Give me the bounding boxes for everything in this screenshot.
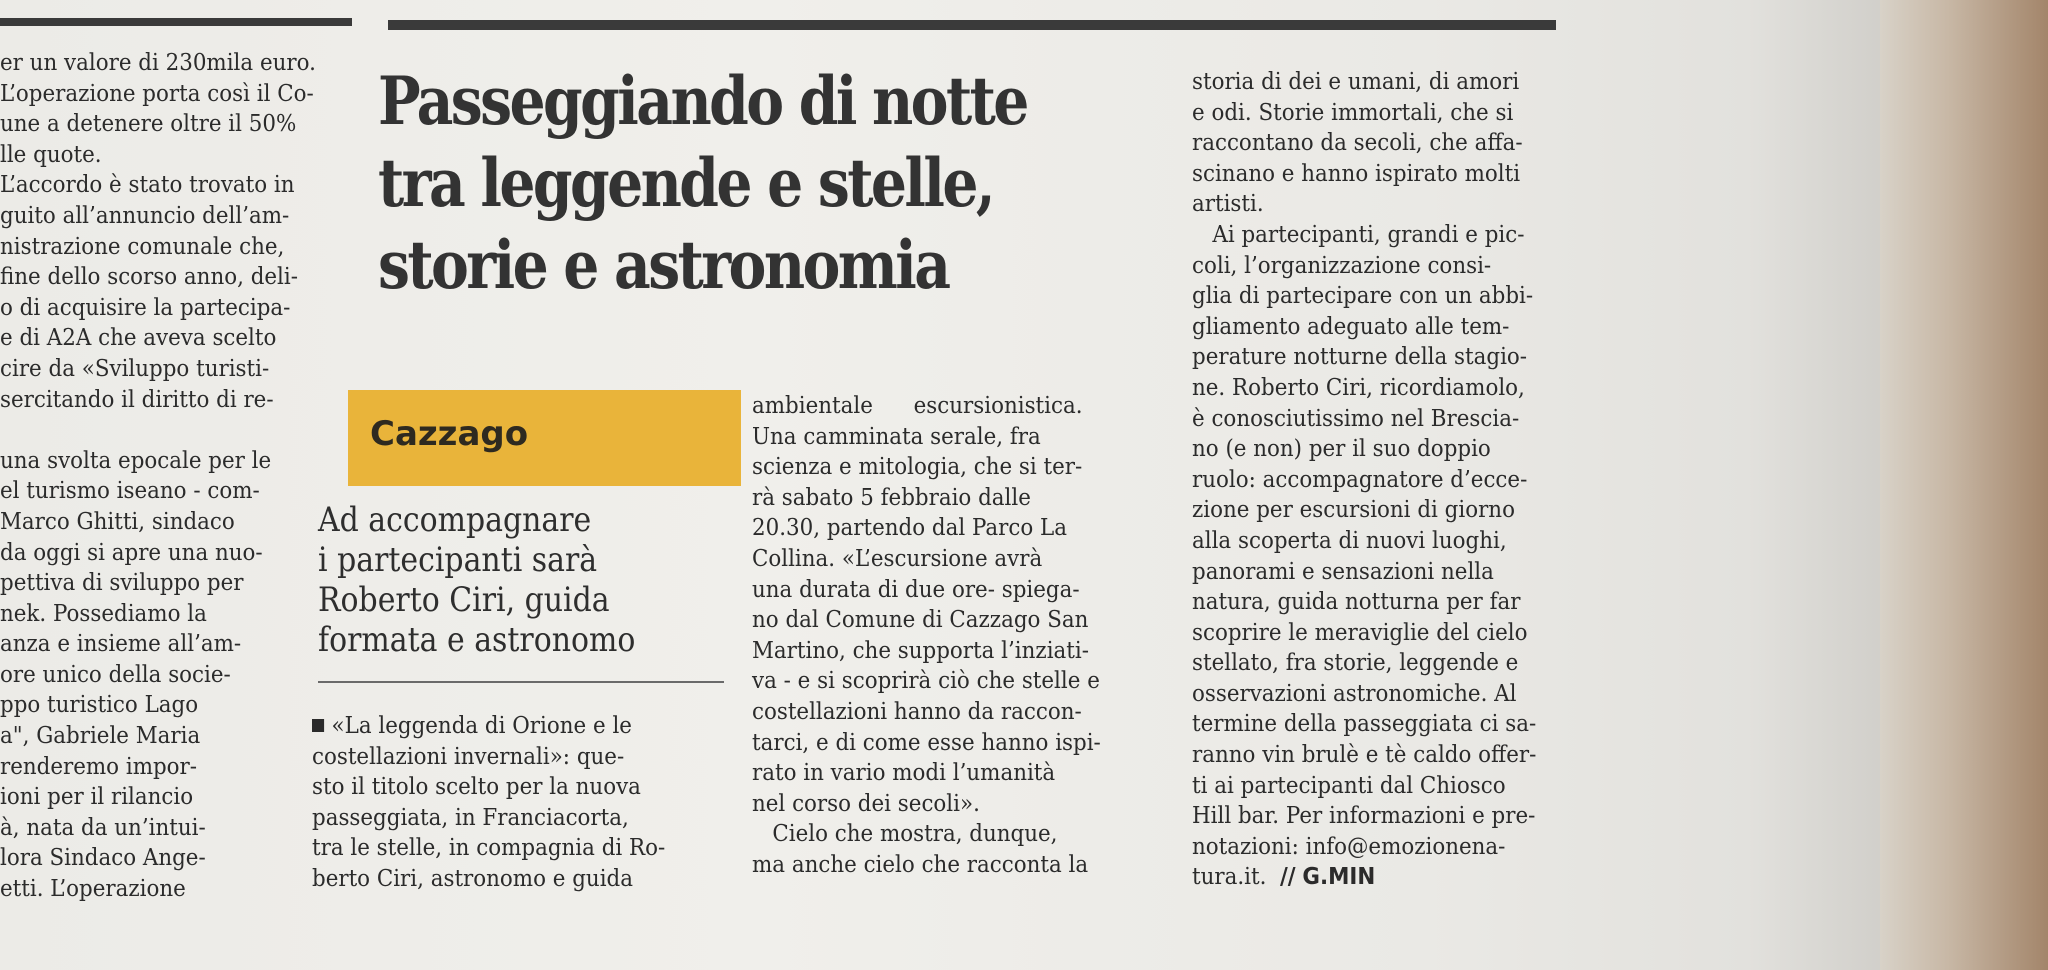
body-line: osservazioni astronomiche. Al	[1192, 680, 1517, 707]
article-deck	[318, 500, 688, 660]
left-article-column	[0, 48, 316, 905]
section-tag	[348, 390, 741, 486]
deck-line: Ad accompagnare	[318, 500, 592, 540]
body-line: Una camminata serale, fra	[752, 423, 1041, 450]
left-line: nistrazione comunale che,	[0, 233, 285, 260]
left-line: une a detenere oltre il 50%	[0, 111, 297, 138]
body-line: ruolo: accompagnatore d’ecce-	[1192, 466, 1528, 493]
body-line-last: tura.it. // G.MIN	[1192, 864, 1376, 891]
deck-line: i partecipanti sarà	[318, 540, 598, 580]
top-rule-left	[0, 18, 352, 26]
body-line: no dal Comune di Cazzago San	[752, 607, 1089, 634]
body-line: raccontano da secoli, che affa-	[1192, 130, 1523, 157]
left-line: una svolta epocale per le	[0, 447, 272, 474]
body-line: va - e si scoprirà ciò che stelle e	[752, 668, 1100, 695]
body-line: passeggiata, in Franciacorta,	[312, 804, 629, 831]
left-line: el turismo iseano - com-	[0, 478, 260, 505]
body-line: perature notturne della stagio-	[1192, 344, 1528, 371]
left-line: L’operazione porta così il Co-	[0, 80, 314, 107]
left-line: e di A2A che aveva scelto	[0, 325, 277, 352]
left-line: anza e insieme all’am-	[0, 631, 242, 658]
body-line: termine della passeggiata ci sa-	[1192, 711, 1537, 738]
body-line: ranno vin brulè e tè caldo offer-	[1192, 742, 1537, 769]
background-edge	[1880, 0, 2048, 970]
section-tag-label: Cazzago	[370, 414, 529, 454]
left-line: ore unico della socie-	[0, 661, 231, 688]
article-headline	[378, 60, 1032, 306]
body-line: berto Ciri, astronomo e guida	[312, 865, 633, 892]
left-line: er un valore di 230mila euro.	[0, 50, 316, 76]
body-line: Ai partecipanti, grandi e pic-	[1192, 221, 1525, 248]
body-line: ma anche cielo che racconta la	[752, 851, 1089, 878]
left-line: guito all’annuncio dell’am-	[0, 202, 290, 229]
headline-line: storie e astronomia	[378, 226, 949, 304]
body-line: ti ai partecipanti dal Chiosco	[1192, 772, 1506, 799]
body-line: nel corso dei secoli».	[752, 790, 980, 817]
deck-divider	[318, 681, 724, 683]
body-line: Martino, che supporta l’inziati-	[752, 637, 1089, 664]
body-column-2	[752, 391, 1143, 881]
headline-line: Passeggiando di notte	[378, 62, 1027, 140]
body-line: «La leggenda di Orione e le	[312, 711, 712, 742]
left-line	[0, 415, 316, 446]
body-line: tra le stelle, in compagnia di Ro-	[312, 835, 666, 862]
body-line: notazioni: info@emozionena-	[1192, 833, 1506, 860]
body-line: e odi. Storie immortali, che si	[1192, 99, 1514, 126]
left-line: lora Sindaco Ange-	[0, 845, 206, 872]
left-line: pettiva di sviluppo per	[0, 570, 244, 597]
author-signature: G.MIN	[1302, 864, 1376, 891]
left-line: sercitando il diritto di re-	[0, 386, 274, 413]
left-line: à, nata da un’intui-	[0, 814, 206, 841]
deck-line: formata e astronomo	[318, 620, 636, 660]
signature-slashes: //	[1279, 864, 1296, 891]
body-line: stellato, fra storie, leggende e	[1192, 650, 1519, 677]
left-line: ppo turistico Lago	[0, 692, 199, 719]
body-line: Cielo che mostra, dunque,	[752, 821, 1058, 848]
body-line: storia di dei e umani, di amori	[1192, 69, 1520, 95]
top-rule-main	[388, 20, 1556, 30]
body-line: rato in vario modi l’umanità	[752, 760, 1056, 787]
body-line: scienza e mitologia, che si ter-	[752, 454, 1083, 481]
body-line: coli, l’organizzazione consi-	[1192, 252, 1492, 279]
left-line: ioni per il rilancio	[0, 784, 194, 811]
body-line: sto il titolo scelto per la nuova	[312, 774, 641, 801]
left-line: renderemo impor-	[0, 753, 198, 780]
body-line: una durata di due ore- spiega-	[752, 576, 1080, 603]
body-line: glia di partecipare con un abbi-	[1192, 283, 1534, 310]
left-line: a", Gabriele Maria	[0, 723, 201, 750]
body-line: rà sabato 5 febbraio dalle	[752, 484, 1031, 511]
body-line: tarci, e di come esse hanno ispi-	[752, 729, 1101, 756]
body-line: artisti.	[1192, 191, 1264, 218]
body-column-3	[1192, 67, 1601, 893]
left-line: nek. Possediamo la	[0, 600, 207, 627]
body-line: ambientale escursionistica.	[752, 393, 1083, 419]
body-line: 20.30, partendo dal Parco La	[752, 515, 1068, 542]
left-line: cire da «Sviluppo turisti-	[0, 355, 270, 382]
body-line: gliamento adeguato alle tem-	[1192, 313, 1510, 340]
body-line: costellazioni hanno da raccon-	[752, 698, 1082, 725]
body-line: no (e non) per il suo doppio	[1192, 436, 1491, 463]
headline-line: tra leggende e stelle,	[378, 144, 994, 222]
body-line: alla scoperta di nuovi luoghi,	[1192, 527, 1507, 554]
body-line: Collina. «L’escursione avrà	[752, 545, 1043, 572]
bullet-square-icon	[312, 719, 324, 732]
left-line: L’accordo è stato trovato in	[0, 172, 295, 199]
body-line: panorami e sensazioni nella	[1192, 558, 1494, 585]
left-line: o di acquisire la partecipa-	[0, 294, 291, 321]
body-line: scinano e hanno ispirato molti	[1192, 160, 1521, 187]
left-line: fine dello scorso anno, deli-	[0, 264, 298, 291]
left-line: Marco Ghitti, sindaco	[0, 508, 235, 535]
left-line: da oggi si apre una nuo-	[0, 539, 263, 566]
body-line: costellazioni invernali»: que-	[312, 743, 625, 770]
body-line: scoprire le meraviglie del cielo	[1192, 619, 1528, 646]
body-line: ne. Roberto Ciri, ricordiamolo,	[1192, 374, 1525, 401]
body-line: zione per escursioni di giorno	[1192, 497, 1515, 524]
left-line: etti. L’operazione	[0, 876, 186, 903]
body-line: è conosciutissimo nel Brescia-	[1192, 405, 1520, 432]
left-line: lle quote.	[0, 141, 102, 168]
body-column-1	[312, 711, 712, 895]
deck-line: Roberto Ciri, guida	[318, 580, 610, 620]
body-line: natura, guida notturna per far	[1192, 589, 1521, 616]
body-line: Hill bar. Per informazioni e pre-	[1192, 803, 1536, 830]
